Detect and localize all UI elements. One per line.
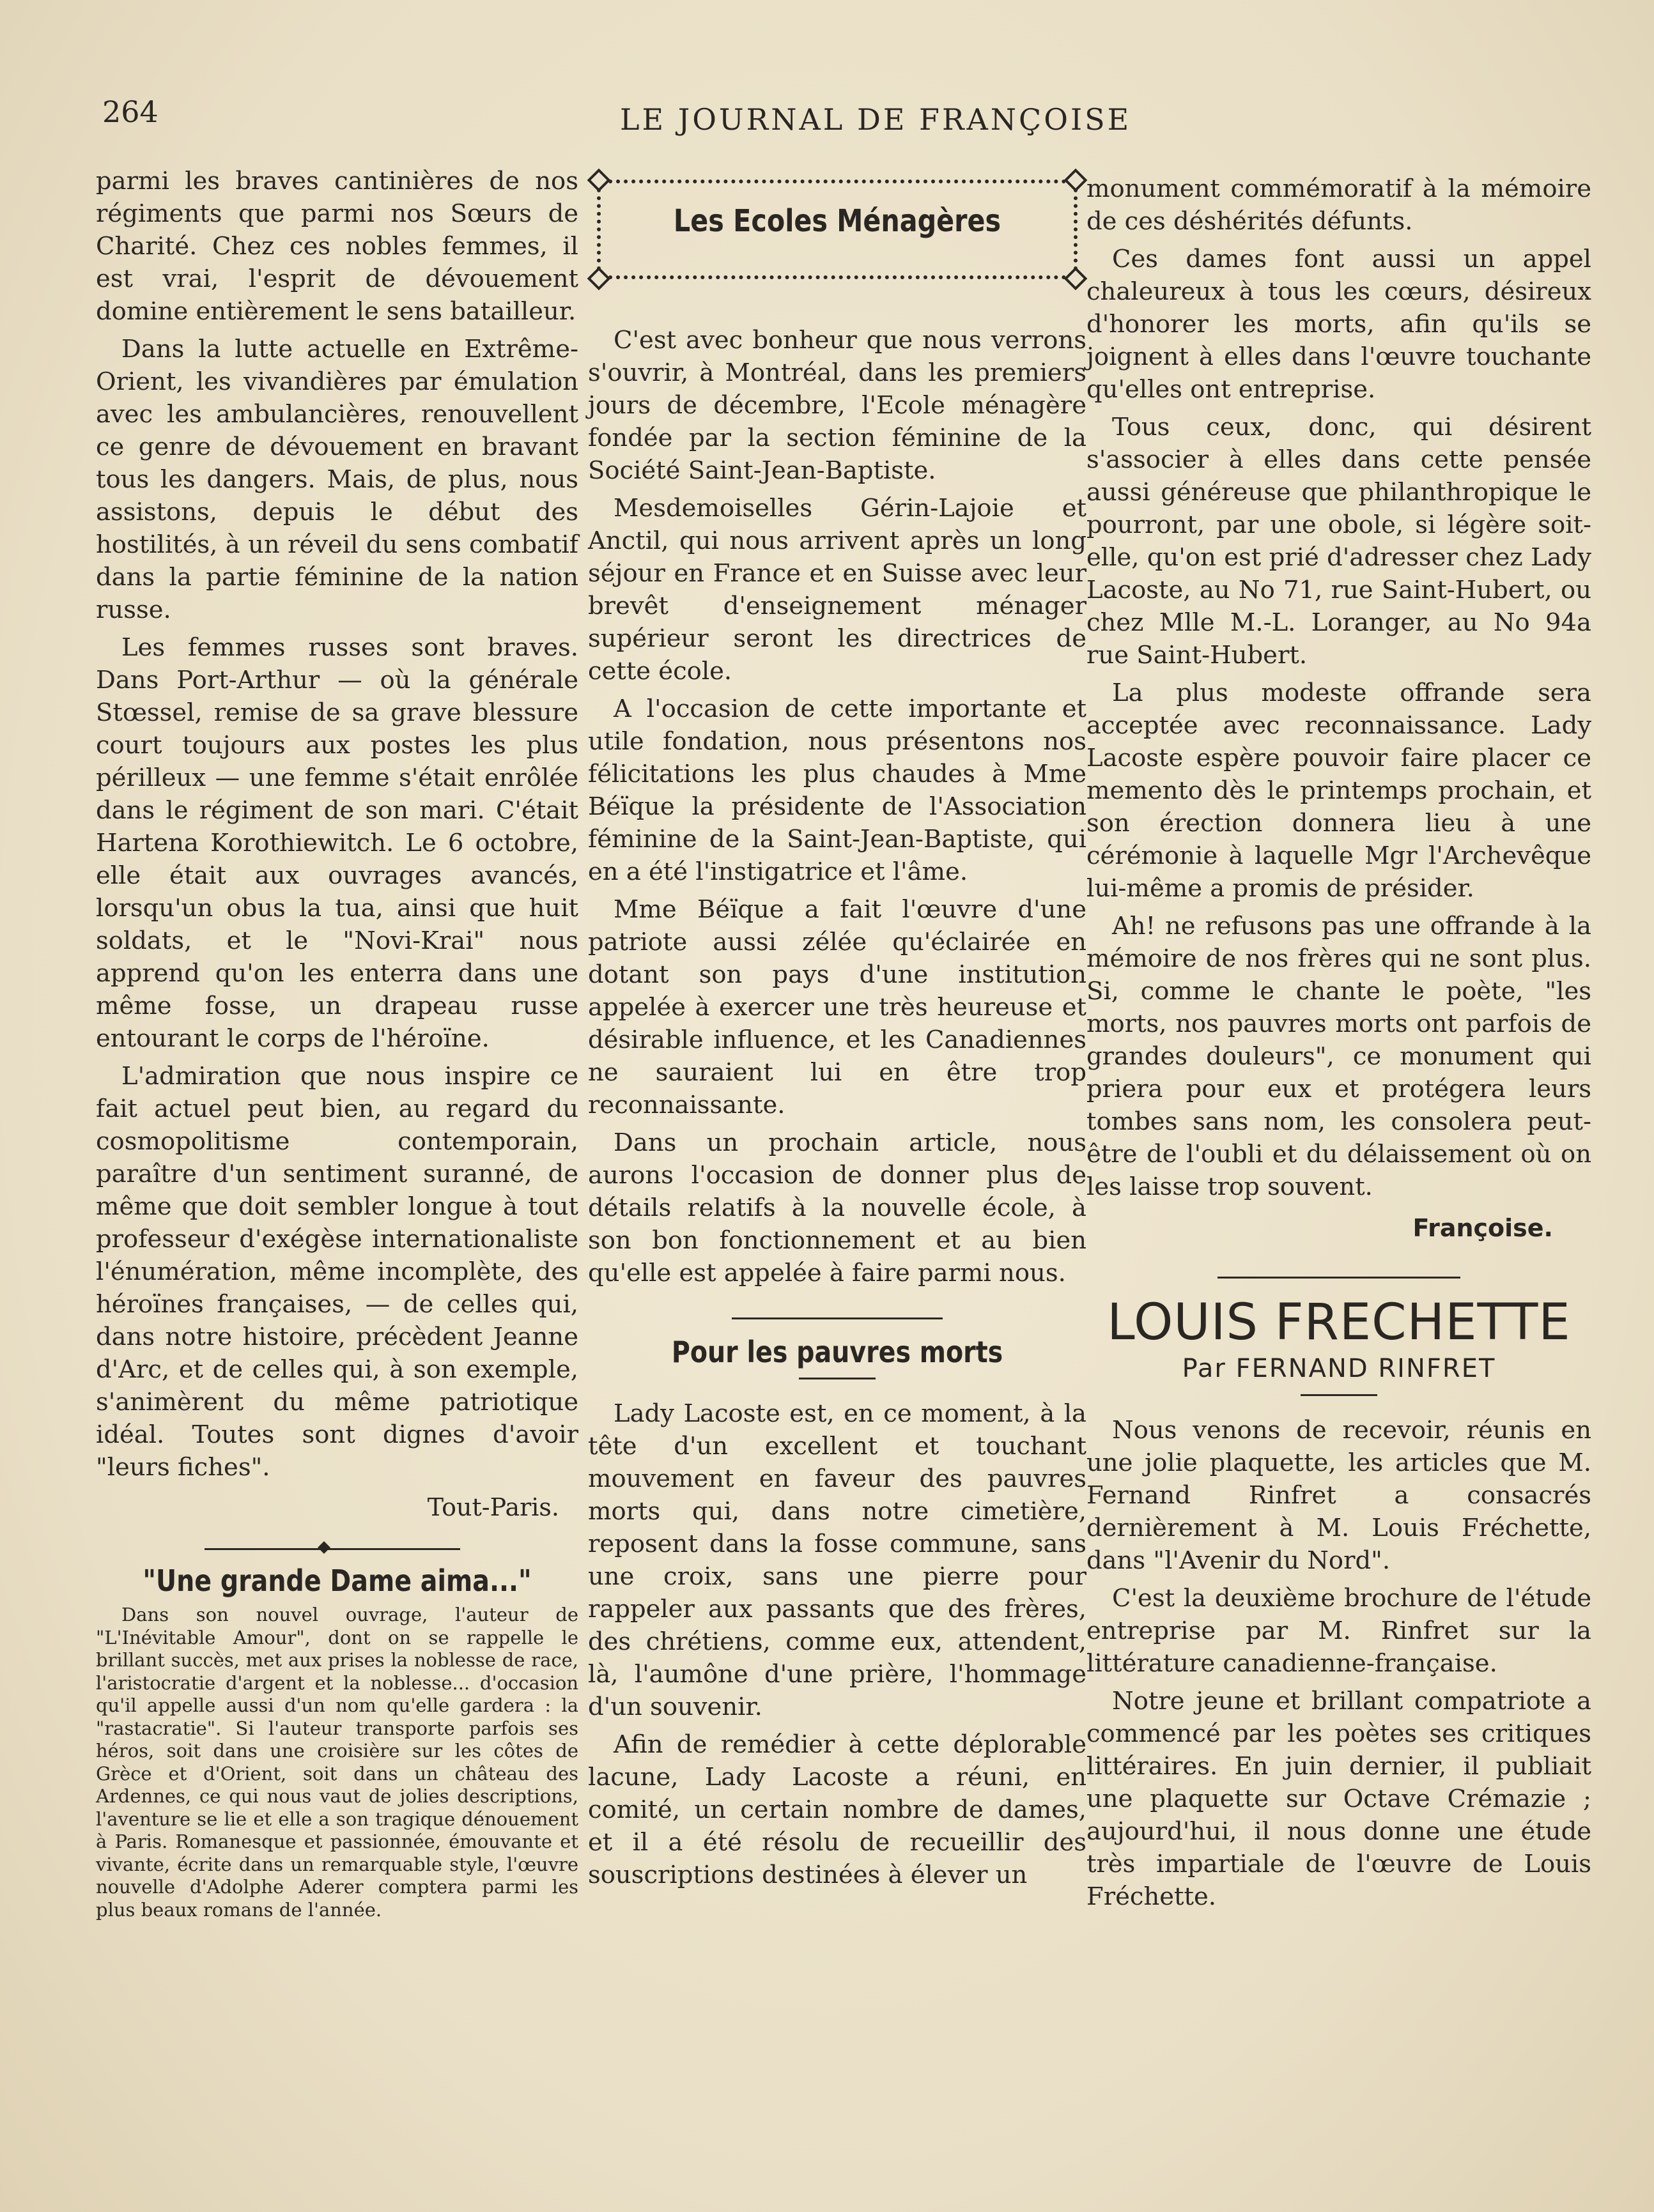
section-title-ecoles: Les Ecoles Ménagères xyxy=(673,203,1001,239)
article-paragraph: Mesdemoiselles Gérin-Lajoie et Anctil, qui nous arrivent après un long séjour en France et en Suisse avec leur brevêt d'enseignement ménager supérieur seront les directrices de cette école. xyxy=(588,494,1086,686)
divider xyxy=(1301,1394,1377,1396)
title-box xyxy=(588,169,1086,289)
column-1 xyxy=(96,165,578,1921)
article-paragraph: Lady Lacoste est, en ce moment, à la tête d'un excellent et touchant mouvement en faveur des pauvres morts qui, dans notre cimetière, reposent dans la fosse commune, sans une croix, sans une pierre pour rappeler aux passants que des frères, des chrétiens, comme eux, attendent, là, l'aumône d'une prière, l'hommage d'un souvenir. xyxy=(588,1399,1086,1721)
article-paragraph: Dans un prochain article, nous aurons l'occasion de donner plus de détails relatifs à la nouvelle école, à son bon fonctionnement et au bien qu'elle est appelée à faire parmi nous. xyxy=(588,1128,1086,1287)
review-text: Dans son nouvel ouvrage, l'auteur de "L'Inévitable Amour", dont on se rappelle le brillant succès, met aux prises la noblesse de race, l'aristocratie d'argent et la noblesse... d'occasion qu'il appelle aussi d'un nom qu'elle gardera : la "rastacratie". Si l'auteur transporte parfois ses héros, soit dans une croisière sur les côtes de Grèce et d'Orient, soit dans un château des Ardennes, ce qui nous vaut de jolies descriptions, l'aventure se lie et elle a son tragique dénouement à Paris. Romanesque et passionnée, émouvante et vivante, écrite dans un remarquable style, l'œuvre nouvelle d'Adolphe Aderer comptera parmi les plus beaux romans de l'année. xyxy=(96,1604,578,1921)
article-paragraph: parmi les braves cantinières de nos régiments que parmi nos Sœurs de Charité. Chez ces nobles femmes, il est vrai, l'esprit de dévouement domine entièrement le sens batailleur. xyxy=(96,167,578,326)
divider xyxy=(732,1317,943,1319)
article-paragraph: Les femmes russes sont braves. Dans Port-Arthur — où la générale Stœssel, remise de sa grave blessure court toujours aux postes les plus périlleux — une femme s'était enrôlée dans le régiment de son mari. C'était Hartena Korothiewitch. Le 6 octobre, elle était aux ouvrages avancés, lorsqu'un obus la tua, ainsi que huit soldats, et le "Novi-Krai" nous apprend qu'on les enterra dans une même fosse, un drapeau russe entourant le corps de l'héroïne. xyxy=(96,633,578,1053)
book-review xyxy=(96,1604,578,1921)
article-paragraph: C'est la deuxième brochure de l'étude entreprise par M. Rinfret sur la littérature canadienne-française. xyxy=(1086,1584,1591,1678)
article-paragraph: A l'occasion de cette importante et utile fondation, nous présentons nos félicitations les plus chaudes à Mme Béïque la présidente de l'Association féminine de la Saint-Jean-Baptiste, qui en a été l'instigatrice et l'âme. xyxy=(588,695,1086,886)
article-paragraph: Dans la lutte actuelle en Extrême-Orient, les vivandières par émulation avec les ambulancières, renouvellent ce genre de dévouement en bravant tous les dangers. Mais, de plus, nous assistons, depuis le début des hostilités, à un réveil du sens combatif dans la partie féminine de la nation russe. xyxy=(96,335,578,624)
article-paragraph: Nous venons de recevoir, réunis en une jolie plaquette, les articles que M. Fernand Rinfret a consacrés dernièrement à M. Louis Fréchette, dans "l'Avenir du Nord". xyxy=(1086,1416,1591,1575)
article-title-frechette: LOUIS FRECHETTE xyxy=(1107,1294,1571,1351)
article-paragraph: L'admiration que nous inspire ce fait actuel peut bien, au regard du cosmopolitisme contemporain, paraître d'un sentiment suranné, de même que doit sembler longue à tout professeur d'exégèse internationaliste l'énumération, même incomplète, des héroïnes françaises, — de celles qui, dans notre histoire, précèdent Jeanne d'Arc, et de celles qui, à son exemple, s'animèrent du même patriotique idéal. Toutes sont dignes d'avoir "leurs fiches". xyxy=(96,1062,578,1482)
journal-title: LE JOURNAL DE FRANÇOISE xyxy=(620,102,1132,137)
byline: Par FERNAND RINFRET xyxy=(1182,1354,1496,1383)
signature-francoise: Françoise. xyxy=(1412,1214,1553,1242)
article-paragraph: Ah! ne refusons pas une offrande à la mémoire de nos frères qui ne sont plus. Si, comme le chante le poète, "les morts, nos pauvres morts ont parfois de grandes douleurs", ce monument qui priera pour eux et protégera leurs tombes sans nom, les consolera peut-être de l'oubli et du délaissement où on les laisse trop souvent. xyxy=(1086,912,1591,1201)
column-3 xyxy=(1086,173,1591,1918)
review-title: "Une grande Dame aima..." xyxy=(143,1563,532,1598)
article-paragraph: Mme Béïque a fait l'œuvre d'une patriote aussi zélée qu'éclairée en dotant son pays d'une institution appelée à exercer une très heureuse et désirable influence, et les Canadiennes ne sauraient lui en être trop reconnaissante. xyxy=(588,895,1086,1119)
article-paragraph: monument commémoratif à la mémoire de ces déshérités défunts. xyxy=(1086,174,1591,236)
page-number: 264 xyxy=(102,95,158,129)
divider xyxy=(799,1378,876,1379)
article-paragraph: Ces dames font aussi un appel chaleureux à tous les cœurs, désireux d'honorer les morts, afin qu'ils se joignent à elles dans l'œuvre touchante qu'elles ont entreprise. xyxy=(1086,245,1591,404)
article-paragraph: C'est avec bonheur que nous verrons s'ouvrir, à Montréal, dans les premiers jours de décembre, l'Ecole ménagère fondée par la section féminine de la Société Saint-Jean-Baptiste. xyxy=(588,326,1086,485)
article-paragraph: Afin de remédier à cette déplorable lacune, Lady Lacoste a réuni, en comité, un certain nombre de dames, et il a été résolu de recueillir des souscriptions destinées à élever un xyxy=(588,1730,1086,1889)
column-2 xyxy=(588,169,1086,1896)
ornament-divider xyxy=(96,1539,578,1558)
signature-tout-paris: Tout-Paris. xyxy=(427,1493,559,1521)
section-title-pauvres-morts: Pour les pauvres morts xyxy=(671,1335,1003,1369)
article-paragraph: La plus modeste offrande sera acceptée avec reconnaissance. Lady Lacoste espère pouvoir faire placer ce memento dès le printemps prochain, et son érection donnera lieu à une cérémonie à laquelle Mgr l'Archevêque lui-même a promis de présider. xyxy=(1086,679,1591,903)
article-paragraph: Tous ceux, donc, qui désirent s'associer à elles dans cette pensée aussi généreuse que philanthropique le pourront, par une obole, si légère soit-elle, qu'on est prié d'adresser chez Lady Lacoste, au No 71, rue Saint-Hubert, ou chez Mlle M.-L. Loranger, au No 94a rue Saint-Hubert. xyxy=(1086,413,1591,670)
divider xyxy=(1217,1277,1460,1279)
article-paragraph: Notre jeune et brillant compatriote a commencé par les poètes ses critiques littéraires. En juin dernier, il publiait une plaquette sur Octave Crémazie ; aujourd'hui, il nous donne une étude très impartiale de l'œuvre de Louis Fréchette. xyxy=(1086,1687,1591,1911)
